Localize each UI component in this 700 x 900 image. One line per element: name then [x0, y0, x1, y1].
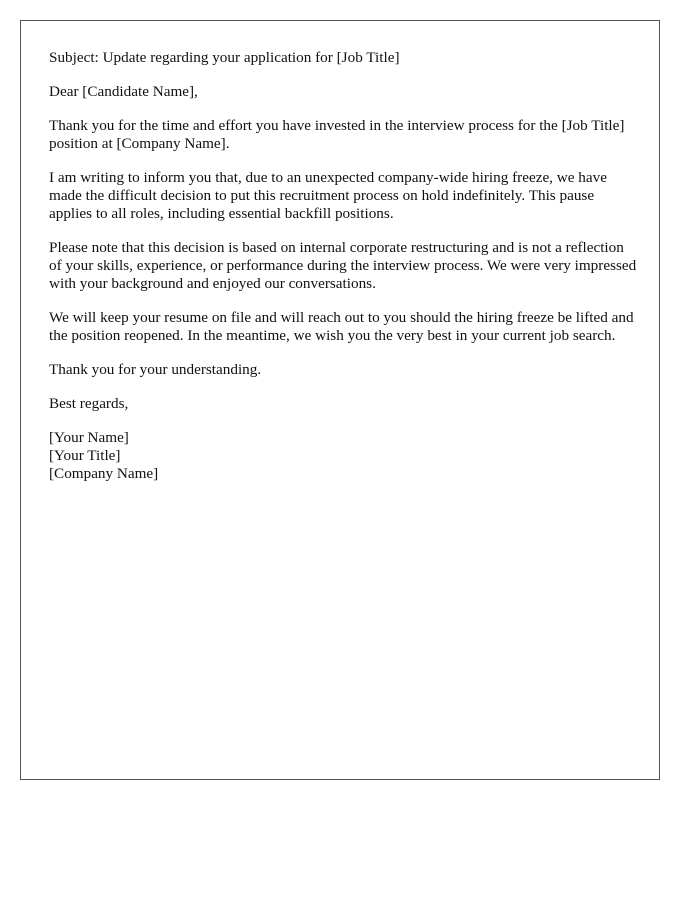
signature-company: [Company Name]: [49, 465, 159, 482]
subject-line: Subject: Update regarding your application for [Job Title]: [49, 49, 400, 66]
body-paragraph-thanks: Thank you for the time and effort you have invested in the interview process for the [Job Title] position at [Company Name].: [49, 117, 625, 152]
signature-name: [Your Name]: [49, 429, 129, 446]
letter-body: [49, 49, 639, 483]
salutation: Dear [Candidate Name],: [49, 83, 198, 100]
body-paragraph-hiring-freeze: I am writing to inform you that, due to an unexpected company-wide hiring freeze, we have made the difficult decision to put this recruitment process on hold indefinitely. This pause applies to all roles, including essential backfill positions.: [49, 169, 607, 222]
closing: Best regards,: [49, 395, 129, 412]
body-paragraph-understanding: Thank you for your understanding.: [49, 361, 262, 378]
signature-title: [Your Title]: [49, 447, 121, 464]
body-paragraph-note: Please note that this decision is based on internal corporate restructuring and is not a reflection of your skills, experience, or performance during the interview process. We were very impressed with your background and enjoyed our conversations.: [49, 239, 637, 292]
body-paragraph-resume: We will keep your resume on file and will reach out to you should the hiring freeze be lifted and the position reopened. In the meantime, we wish you the very best in your current job search.: [49, 309, 634, 344]
letter-frame: [20, 20, 660, 780]
signature-block: [49, 429, 639, 483]
